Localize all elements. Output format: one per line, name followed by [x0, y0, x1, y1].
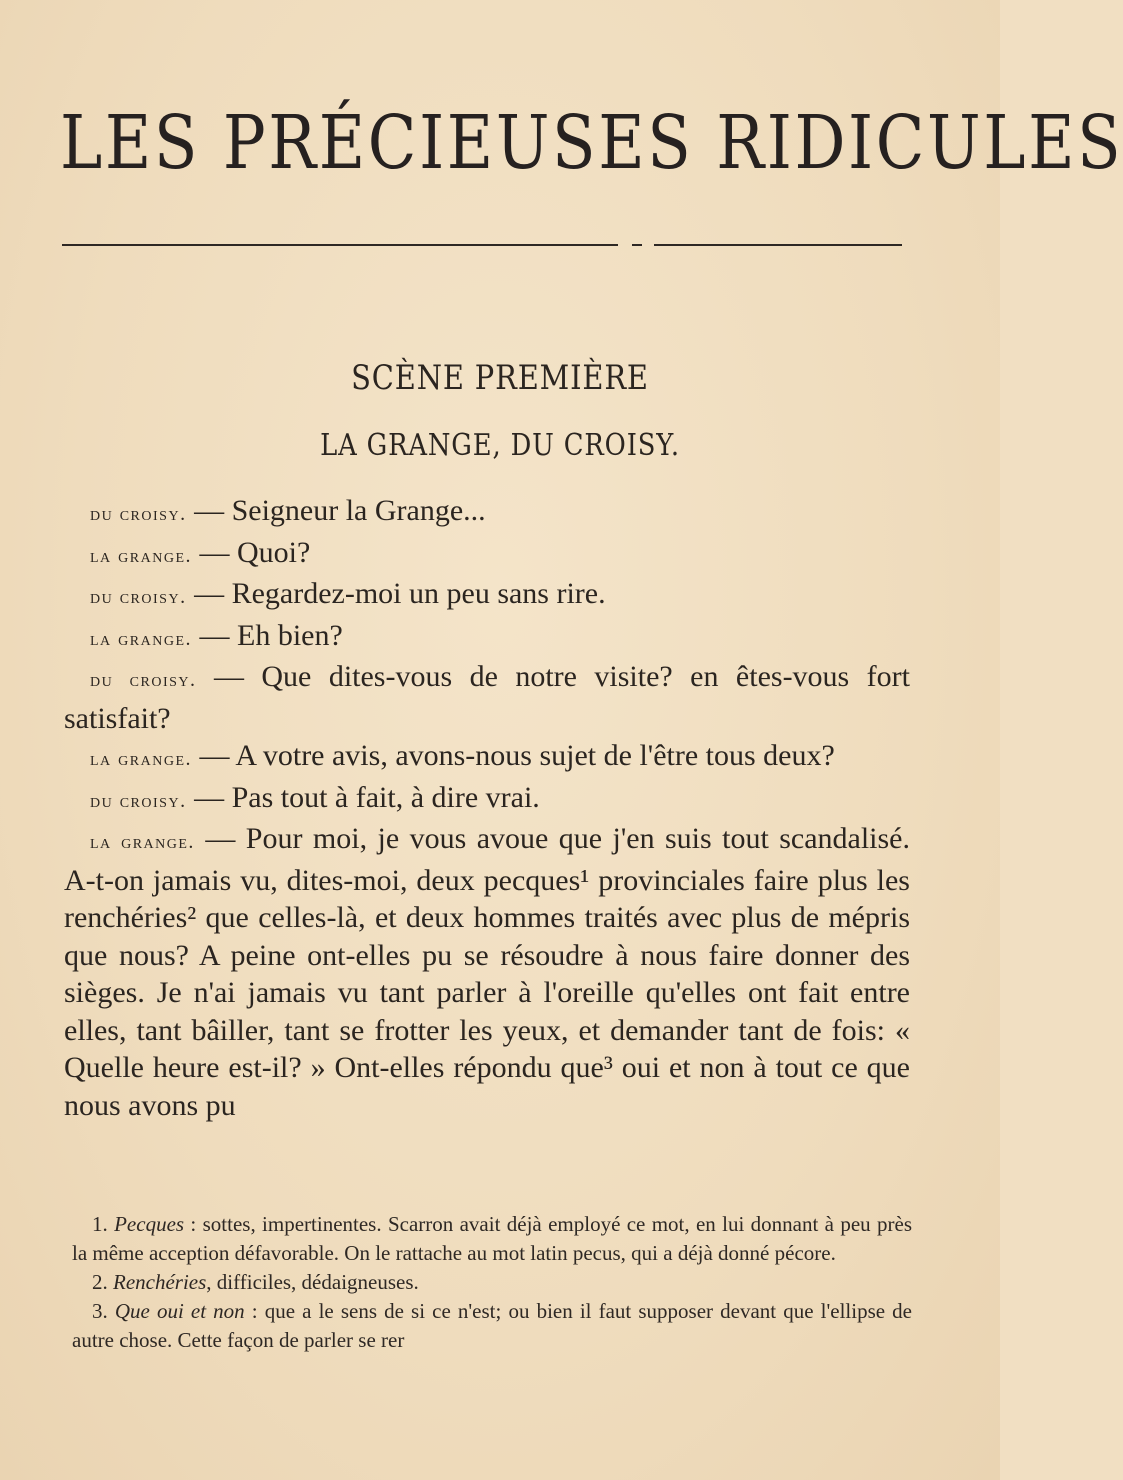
footnote-term: Pecques [114, 1212, 185, 1236]
footnote-number: 2. [92, 1270, 108, 1294]
line-text: — Pour moi, je vous avoue que j'en suis tout scandalisé. A-t-on jamais vu, dites-moi, deux pecques¹ provinciales faire plus les renchéries² que celles-là, et deux hommes traités avec plus de mépris que nous? A peine ont-elles pu se résoudre à nous faire donner des sièges. Je n'ai jamais vu tant parler à l'oreille qu'elles ont fait entre elles, tant bâiller, tant se frotter les yeux, et demander tant de fois: « Quelle heure est-il? » Ont-elles répondu que³ oui et non à tout ce que nous avons pu [64, 822, 911, 1122]
speaker-name: la grange. [90, 748, 192, 770]
speaker-name: la grange. [90, 831, 195, 853]
dialogue-line [64, 737, 910, 779]
footnote [72, 1297, 912, 1355]
line-text: — Que dites-vous de notre visite? en êtes-vous fort satisfait? [64, 660, 910, 735]
footnote-term: Renchéries [113, 1270, 207, 1294]
dialogue [64, 492, 910, 1124]
speaker-name: du croisy. [90, 503, 187, 525]
line-text: — A votre avis, avons-nous sujet de l'être tous deux? [192, 739, 835, 772]
speaker-name: la grange. [90, 544, 192, 567]
speaker-name: du croisy. [90, 586, 187, 608]
speaker-name: du croisy. [90, 789, 187, 812]
title-rule-left [62, 244, 618, 246]
dialogue-line [64, 658, 910, 737]
speaker-name: la grange. [90, 627, 192, 650]
play-title: LES PRÉCIEUSES RIDICULES [60, 100, 1123, 186]
line-text: — Eh bien? [192, 618, 343, 652]
scene-cast: LA GRANGE, DU CROISY. [320, 428, 680, 463]
line-text: — Regardez-moi un peu sans rire. [186, 577, 606, 610]
dialogue-line [64, 779, 910, 821]
line-text: — Quoi? [192, 535, 311, 569]
line-text: — Pas tout à fait, à dire vrai. [186, 780, 540, 814]
footnote-text: : sottes, impertinentes. Scarron avait déjà employé ce mot, en lui donnant à peu près la même acception défavorable. On le rattache au mot latin pecus, qui a déjà donné pécore. [72, 1212, 912, 1265]
footnote-text: , difficiles, dédaigneuses. [206, 1270, 419, 1294]
scene-title: SCÈNE PREMIÈRE [351, 358, 649, 398]
dialogue-line [64, 492, 910, 534]
footnotes [72, 1210, 912, 1355]
footnote-text: : que a le sens de si ce n'est; ou bien il faut supposer devant que l'ellipse de autre chose. Cette façon de parler se rer [72, 1299, 912, 1352]
footnote-term: Que oui et non [114, 1299, 245, 1323]
footnote-number: 3. [92, 1299, 108, 1323]
title-rule-dash [632, 244, 642, 246]
dialogue-line [64, 534, 910, 576]
footnote-number: 1. [92, 1212, 108, 1236]
footnote [72, 1268, 912, 1297]
title-rule-right [654, 244, 902, 246]
speaker-name: du croisy. [90, 669, 197, 691]
line-text: — Seigneur la Grange... [186, 494, 486, 527]
dialogue-line [64, 575, 910, 617]
dialogue-line [64, 617, 910, 659]
footnote [72, 1210, 912, 1268]
dialogue-line [64, 820, 910, 1124]
